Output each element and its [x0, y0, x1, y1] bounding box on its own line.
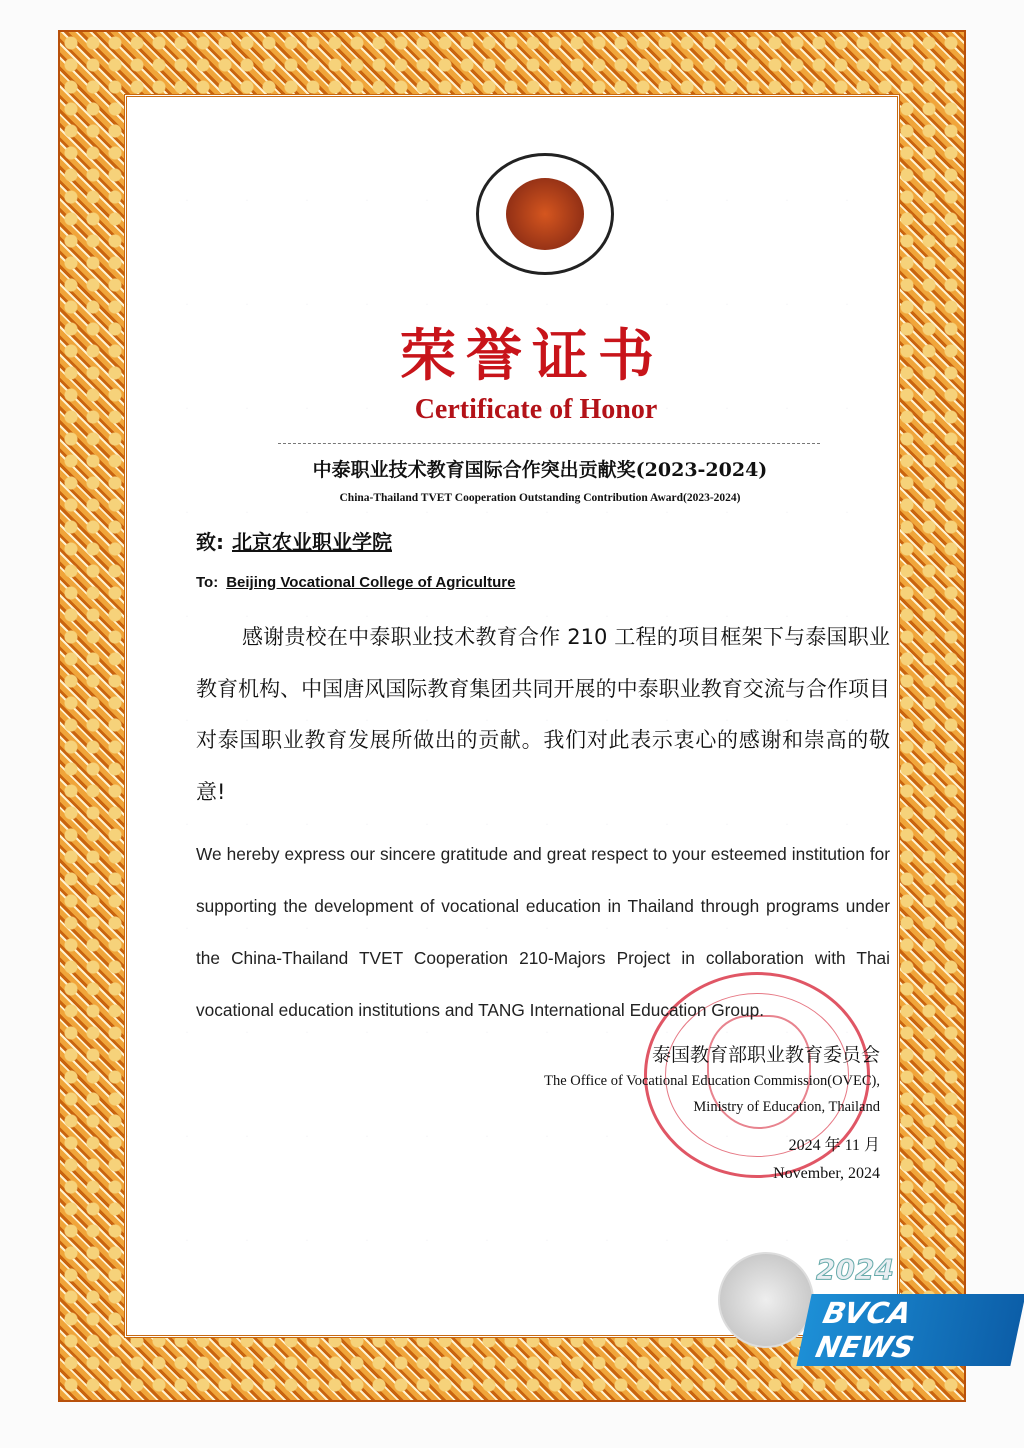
- issuer-block: [196, 1042, 890, 1188]
- recipient-name-en: Beijing Vocational College of Agriculture: [226, 574, 516, 591]
- award-name-chinese: 中泰职业技术教育国际合作突出贡献奖(2023-2024): [312, 459, 768, 481]
- title-chinese: 荣誉证书: [400, 323, 664, 389]
- issuer-chinese: 泰国教育部职业教育委员会: [651, 1044, 880, 1066]
- news-watermark: [718, 1252, 1018, 1364]
- watermark-label: BVCA NEWS: [796, 1294, 1024, 1366]
- recipient-name-cn: 北京农业职业学院: [232, 530, 392, 554]
- institute-emblem: [476, 153, 614, 275]
- body-text-chinese: 感谢贵校在中泰职业技术教育合作 210 工程的项目框架下与泰国职业教育机构、中国唐风国际教育集团共同开展的中泰职业教育交流与合作项目对泰国职业教育发展所做出的贡献。我们对此表示衷心的感谢和崇高的敬意!: [196, 625, 890, 804]
- watermark-year: 2024: [816, 1253, 894, 1286]
- date-chinese: 2024 年 11 月: [788, 1137, 880, 1154]
- recipient-english: [196, 573, 515, 593]
- award-name-english: China-Thailand TVET Cooperation Outstanding Contribution Award(2023-2024): [339, 492, 741, 504]
- issuer-english-line1: The Office of Vocational Education Commission(OVEC),: [544, 1073, 880, 1089]
- certificate-text: [196, 612, 890, 1188]
- title-english: Certificate of Honor: [414, 394, 658, 425]
- to-label-en: To:: [196, 574, 219, 591]
- to-label-cn: 致:: [196, 530, 224, 554]
- emblem-center: [506, 178, 584, 250]
- recipient-chinese: [196, 528, 392, 556]
- college-logo-icon: [718, 1252, 814, 1348]
- issuer-english-line2: Ministry of Education, Thailand: [693, 1099, 880, 1115]
- divider: [278, 443, 820, 444]
- date-english: November, 2024: [773, 1165, 880, 1182]
- body-text-english: We hereby express our sincere gratitude and great respect to your esteemed institution for supporting the development of vocational education in Thailand through programs under the China-Thailand TVET Cooperation 210-Majors Project in collaboration with Thai vocational education institutions and TANG International Education Group.: [196, 844, 890, 1020]
